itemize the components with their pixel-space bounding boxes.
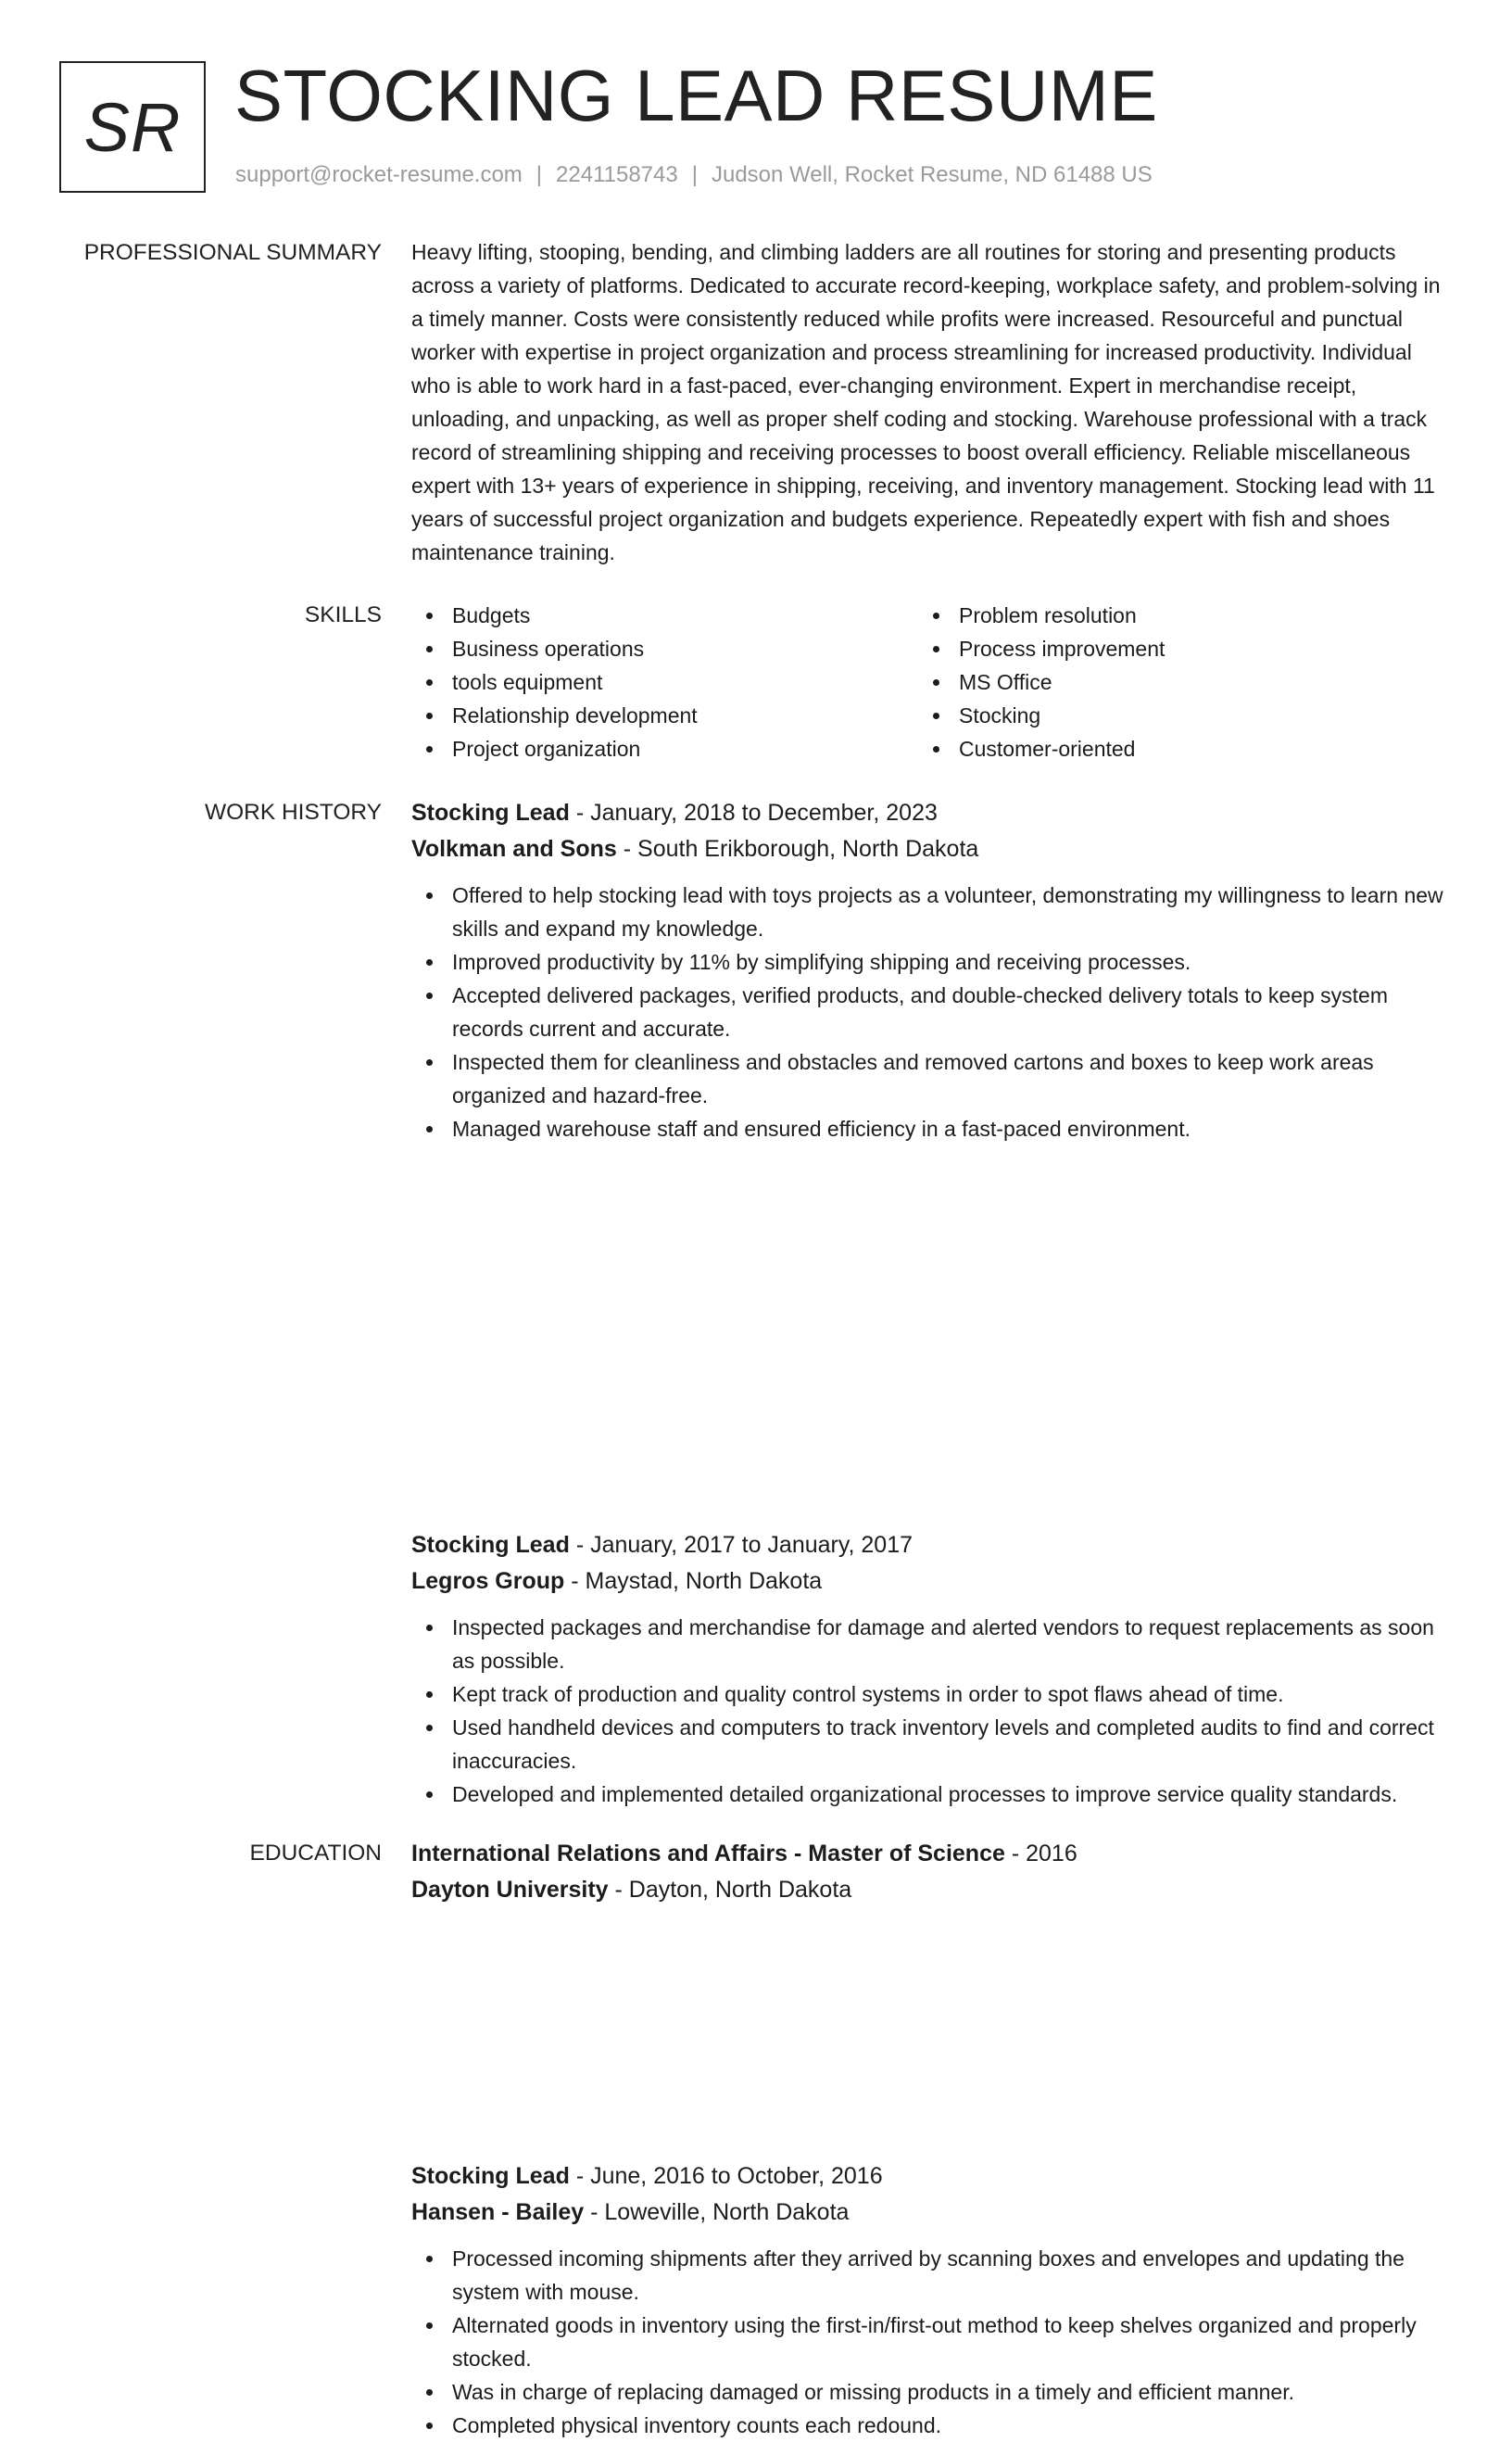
- job-bullets: [411, 1611, 1453, 1811]
- job-title: Stocking Lead: [411, 1532, 570, 1558]
- skill-item: MS Office: [918, 665, 1425, 699]
- job-bullet: Inspected packages and merchandise for damage and alerted vendors to request replacements as soon as possible.: [411, 1611, 1453, 1677]
- education-school: Dayton University: [411, 1877, 609, 1903]
- resume-title: STOCKING LEAD RESUME: [234, 55, 1158, 136]
- job-company: Legros Group: [411, 1568, 565, 1594]
- skills-label: SKILLS: [304, 602, 382, 627]
- education-year: - 2016: [1004, 1841, 1077, 1866]
- contact-line: [235, 162, 1153, 188]
- job-title: Stocking Lead: [411, 800, 570, 826]
- job-bullet: Inspected them for cleanliness and obstacles and removed cartons and boxes to keep work areas organized and hazard-free.: [411, 1045, 1453, 1112]
- monogram-badge: [59, 61, 206, 193]
- job-bullet: Alternated goods in inventory using the first-in/first-out method to keep shelves organized and properly stocked.: [411, 2309, 1453, 2375]
- job-bullet: Completed physical inventory counts each redound.: [411, 2409, 1453, 2442]
- job-bullet: Developed and implemented detailed organizational processes to improve service quality standards.: [411, 1778, 1453, 1811]
- job-entry: [411, 1527, 1453, 1811]
- education-section: [0, 1841, 1512, 1913]
- skill-item: Problem resolution: [918, 599, 1425, 632]
- skill-item: Stocking: [918, 699, 1425, 732]
- job-title: Stocking Lead: [411, 2163, 570, 2189]
- skill-item: Budgets: [411, 599, 918, 632]
- skill-item: Process improvement: [918, 632, 1425, 665]
- education-entry: [411, 1836, 1453, 1908]
- job-location: - Maystad, North Dakota: [564, 1568, 823, 1594]
- job-entry: [411, 2158, 1453, 2442]
- contact-separator: |: [691, 162, 698, 187]
- job-location: - South Erikborough, North Dakota: [616, 836, 979, 862]
- skill-item: Business operations: [411, 632, 918, 665]
- education-label: EDUCATION: [249, 1841, 382, 1866]
- skills-list-right: [918, 599, 1425, 765]
- contact-address: Judson Well, Rocket Resume, ND 61488 US: [711, 162, 1153, 187]
- job-company: Volkman and Sons: [411, 836, 617, 862]
- job-bullet: Was in charge of replacing damaged or missing products in a timely and efficient manner.: [411, 2375, 1453, 2409]
- contact-email: support@rocket-resume.com: [235, 162, 523, 187]
- education-location: - Dayton, North Dakota: [608, 1877, 852, 1903]
- job-bullet: Improved productivity by 11% by simplifying shipping and receiving processes.: [411, 945, 1453, 979]
- summary-label: PROFESSIONAL SUMMARY: [83, 240, 382, 265]
- skills-list-left: [411, 599, 918, 765]
- skill-item: tools equipment: [411, 665, 918, 699]
- skill-item: Project organization: [411, 732, 918, 765]
- contact-phone: 2241158743: [556, 162, 678, 187]
- job-bullet: Used handheld devices and computers to track inventory levels and completed audits to find and correct inaccuracies.: [411, 1711, 1453, 1778]
- job-location: - Loweville, North Dakota: [584, 2199, 850, 2225]
- job-bullets: [411, 2242, 1453, 2442]
- monogram-initials: SR: [83, 88, 182, 166]
- skill-item: Relationship development: [411, 699, 918, 732]
- job-dates: - January, 2018 to December, 2023: [569, 800, 938, 826]
- job-bullet: Offered to help stocking lead with toys projects as a volunteer, demonstrating my willingness to learn new skills and expand my knowledge.: [411, 879, 1453, 945]
- education-degree: International Relations and Affairs - Master of Science: [411, 1841, 1005, 1866]
- job-bullet: Managed warehouse staff and ensured efficiency in a fast-paced environment.: [411, 1112, 1453, 1145]
- skill-item: Customer-oriented: [918, 732, 1425, 765]
- job-bullet: Accepted delivered packages, verified products, and double-checked delivery totals to keep system records current and accurate.: [411, 979, 1453, 1045]
- job-company: Hansen - Bailey: [411, 2199, 585, 2225]
- work-history-label: WORK HISTORY: [204, 800, 382, 825]
- job-bullet: Kept track of production and quality control systems in order to spot flaws ahead of time.: [411, 1677, 1453, 1711]
- contact-separator: |: [536, 162, 543, 187]
- summary-text: Heavy lifting, stooping, bending, and climbing ladders are all routines for storing and presenting products across a variety of platforms. Dedicated to accurate record-keeping, workplace safety, and problem-solving in a timely manner. Costs were consistently reduced while profits were increased. Resourceful and punctual worker with expertise in project organization and process streamlining for increased productivity. Individual who is able to work hard in a fast-paced, ever-changing environment. Expert in merchandise receipt, unloading, and unpacking, as well as proper shelf coding and stocking. Warehouse professional with a track record of streamlining shipping and receiving processes to boost overall efficiency. Reliable miscellaneous expert with 13+ years of experience in shipping, receiving, and inventory management. Stocking lead with 11 years of successful project organization and budgets experience. Repeatedly expert with fish and shoes maintenance training.: [411, 240, 1441, 564]
- job-dates: - June, 2016 to October, 2016: [569, 2163, 883, 2189]
- job-bullets: [411, 879, 1453, 1145]
- job-bullet: Processed incoming shipments after they arrived by scanning boxes and envelopes and updating the system with mouse.: [411, 2242, 1453, 2309]
- job-dates: - January, 2017 to January, 2017: [569, 1532, 914, 1558]
- job-entry: [411, 795, 1453, 1145]
